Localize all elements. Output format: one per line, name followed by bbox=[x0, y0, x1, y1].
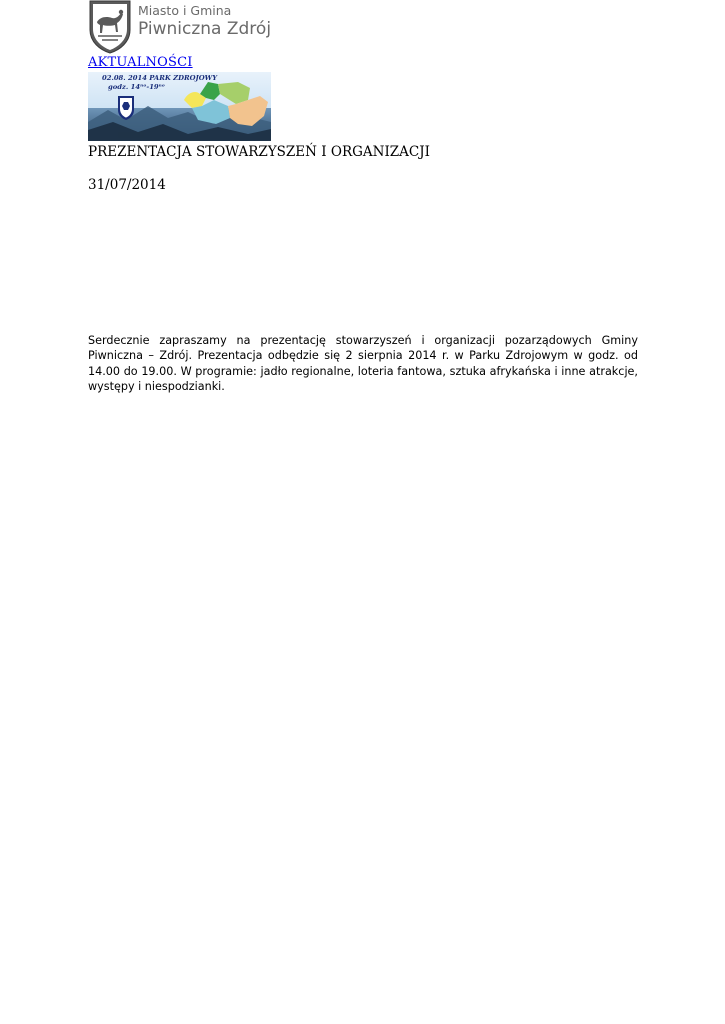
site-logo[interactable] bbox=[88, 0, 272, 54]
article-title: PREZENTACJA STOWARZYSZEŃ I ORGANIZACJI bbox=[88, 144, 431, 160]
logo-line-1: Miasto i Gmina bbox=[138, 3, 232, 18]
article-date: 31/07/2014 bbox=[88, 177, 166, 193]
banner-date-text: 02.08. 2014 PARK ZDROJOWY bbox=[102, 74, 218, 82]
article-thumbnail[interactable] bbox=[88, 72, 271, 141]
coat-of-arms-icon bbox=[88, 0, 132, 54]
logo-line-2: Piwniczna Zdrój bbox=[138, 19, 272, 39]
category-link[interactable]: AKTUALNOŚCI bbox=[88, 55, 193, 70]
logo-text bbox=[138, 4, 271, 40]
article-body: Serdecznie zapraszamy na prezentację stowarzyszeń i organizacji pozarządowych Gminy Piwniczna – Zdrój. Prezentacja odbędzie się 2 sierpnia 2014 r. w Parku Zdrojowym w godz. od 14.00 do 19.00. W programie: jadło regionalne, loteria fantowa, sztuka afrykańska i inne atrakcje, występy i niespodzianki. bbox=[88, 334, 638, 393]
banner-time-text: godz. 14ⁿᵒ-19ⁿᵒ bbox=[108, 83, 165, 91]
